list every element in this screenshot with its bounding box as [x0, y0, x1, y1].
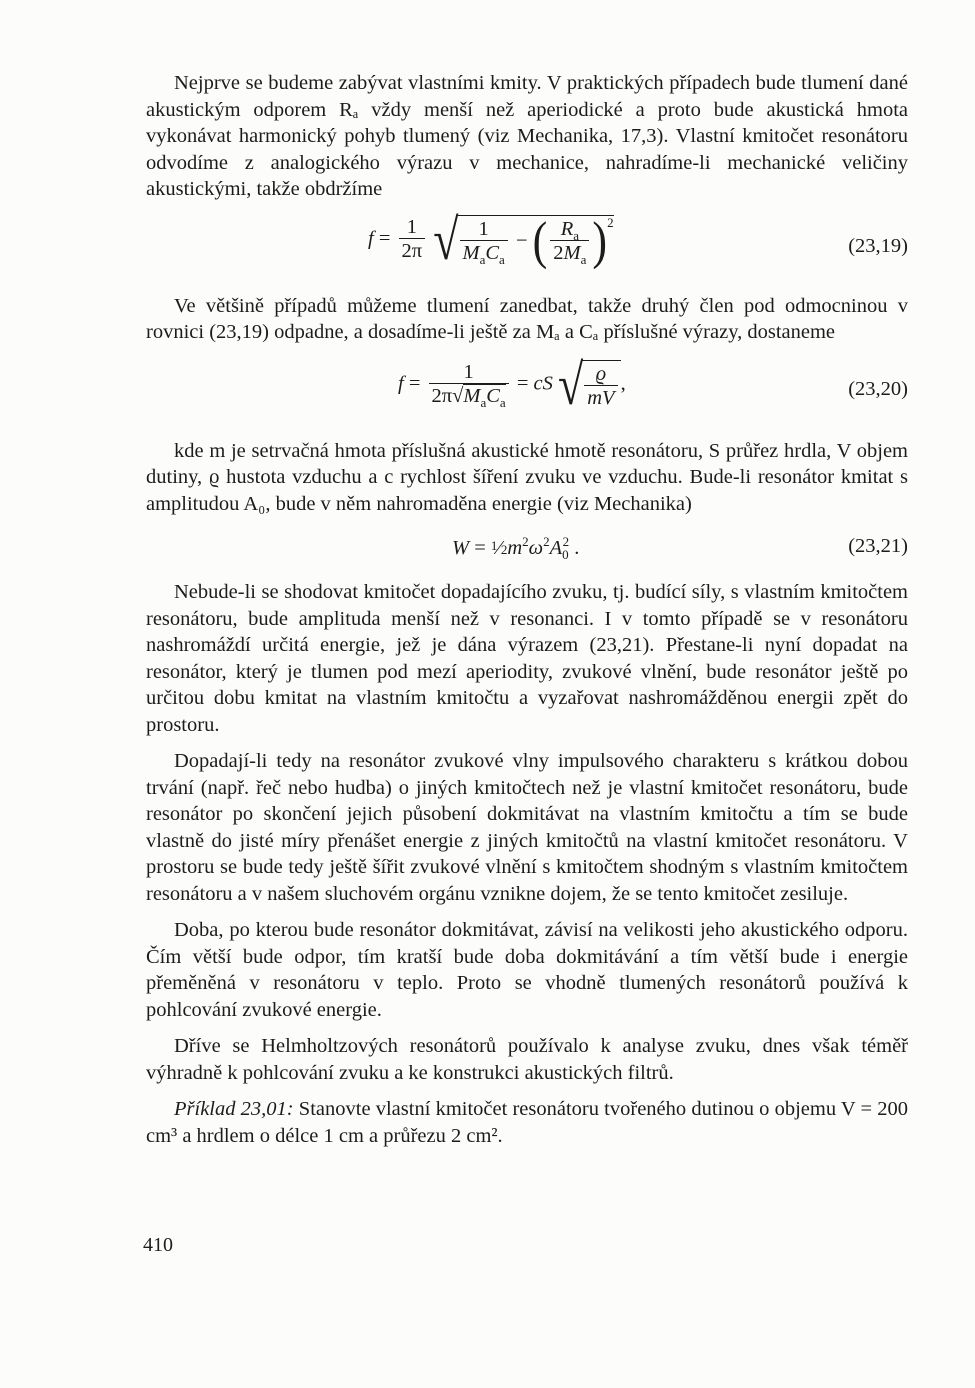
- equation-23-19: [146, 207, 908, 287]
- example-paragraph: [146, 1096, 908, 1149]
- example-text: Stanovte vlastní kmitočet resonátoru tvořeného dutinou o objemu V = 200 cm³ a hrdlem o délce 1 cm a průřezu 2 cm².: [146, 1098, 908, 1147]
- equation-23-21-formula: $W = 1⁄2m^2\omega^2A_0^2$ .: [452, 534, 580, 563]
- equation-23-21: [146, 525, 908, 573]
- paragraph-2: Ve většině případů můžeme tlumení zanedbat, takže druhý člen pod odmocninou v rovnici (23,19) odpadne, a dosadíme-li ještě za Mₐ a Cₐ příslušné výrazy, dostaneme: [146, 294, 908, 343]
- paragraph-3: kde m je setrvačná hmota příslušná akustické hmotě resonátoru, S průřez hrdla, V objem dutiny, ϱ hustota vzduchu a c rychlost šíření zvuku ve vzduchu. Bude-li resonátor kmitat s amplitudou A₀, bude v něm nahromaděna energie (viz Mechanika): [146, 439, 908, 515]
- page-body: [146, 70, 908, 1149]
- equation-23-19-formula: f = $\frac{1}{2\pi}$ √ $\frac{1}{M_aC_a}$ − ( $\frac{R_a}{2M_a}$ ) $^2$: [368, 207, 614, 271]
- equation-number: (23,19): [848, 234, 908, 257]
- paragraph-5: Dopadají-li tedy na resonátor zvukové vlny impulsového charakteru s krátkou dobou trvání (např. řeč nebo hudba) o jiných kmitočtech než je vlastní kmitočet resonátoru, bude resonátor po skončení jejich působení dokmitávat na vlastním kmitočtu a tím se bude vlastně do jisté míry přenášet energie z jiných kmitočtů na vlastní kmitočet resonátoru. V prostoru se bude tedy ještě šířit zvukové vlnění s kmitočtem shodným s vlastním kmitočtem resonátoru a v našem sluchovém orgánu vznikne dojem, že se tento kmitočet zesiluje.: [146, 750, 908, 905]
- equation-23-20: [146, 354, 908, 432]
- paragraph-6: Doba, po kterou bude resonátor dokmitávat, závisí na velikosti jeho akustického odporu. Čím větší bude odpor, tím kratší bude doba dokmitávání a tím větší bude i energie přeměněná v resonátoru v teplo. Proto se vhodně tlumených resonátorů používá k pohlcování zvukové energie.: [146, 919, 908, 1021]
- equation-number: (23,20): [848, 377, 908, 400]
- paragraph-4: Nebude-li se shodovat kmitočet dopadajícího zvuku, tj. budící síly, s vlastním kmitočtem resonátoru, bude amplituda menší než v resonanci. I v tomto případě se v resonátoru nashromáždí určitá energie, jež je dána výrazem (23,21). Přestane-li nyní dopadat na resonátor, který je tlumen pod mezí aperiodity, zvukové vlnění, bude resonátor ještě po určitou dobu kmitat na vlastním kmitočtu a vyzařovat nashromážděnou energii zpět do prostoru.: [146, 581, 908, 736]
- equation-number: (23,21): [848, 535, 908, 557]
- paragraph-1: Nejprve se budeme zabývat vlastními kmity. V praktických případech bude tlumení dané akustickým odporem Rₐ vždy menší než aperiodické a proto bude akustická hmota vykonávat harmonický pohyb tlumený (viz Mechanika, 17,3). Vlastní kmitočet resonátoru odvodíme z analogického výrazu v mechanice, nahradíme-li mechanické veličiny akustickými, takže obdržíme: [146, 72, 908, 200]
- paragraph-7: Dříve se Helmholtzových resonátorů používalo k analyse zvuku, dnes však téměř výhradně k pohlcování zvuku a ke konstrukci akustických filtrů.: [146, 1035, 908, 1084]
- page-number: 410: [143, 1234, 173, 1256]
- equation-23-20-formula: f = $\frac{1}{2\pi√M_aC_a}$ = cS √ $\frac{ϱ}{mV}$ ,: [398, 352, 626, 416]
- example-label: Příklad 23,01:: [174, 1098, 294, 1120]
